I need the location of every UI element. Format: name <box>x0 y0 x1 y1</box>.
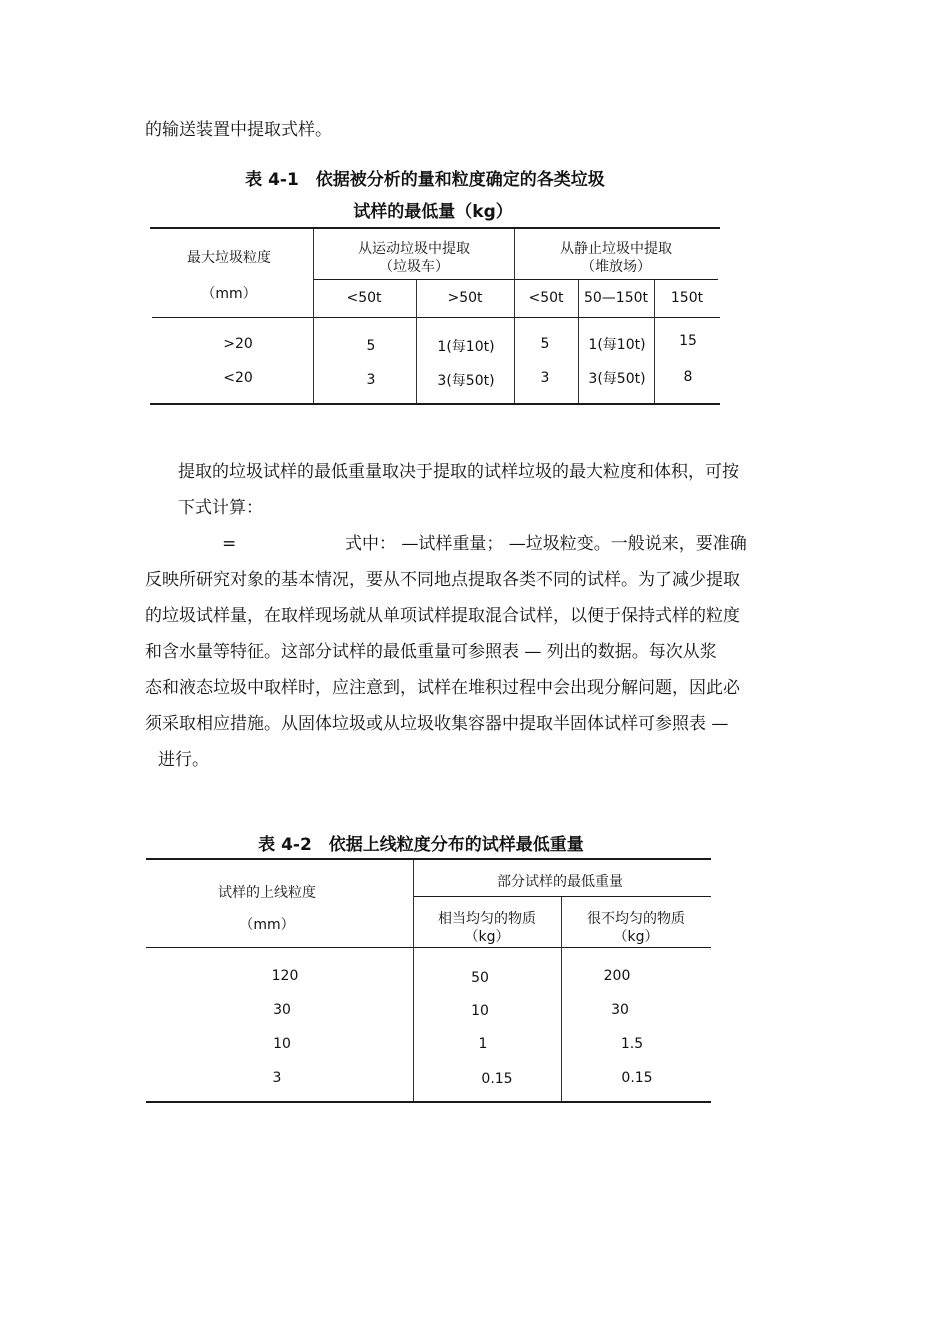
table1-cell: 5 <box>540 336 550 352</box>
table2-bottom-rule <box>146 1101 711 1103</box>
para-line: 式中： —试样重量； —垃圾粒变。一般说来，要准确 <box>345 534 747 554</box>
table1-cell: 8 <box>683 369 693 385</box>
table1-col-divider <box>654 280 655 403</box>
table2-sub-nonuniform: 很不均匀的物质 <box>587 911 685 927</box>
table2-cell: 50 <box>471 970 489 986</box>
table1-group-moving: 从运动垃圾中提取 <box>358 241 470 257</box>
table1-cell-size: <20 <box>223 370 253 386</box>
table2-sub-uniform-unit: （kg） <box>464 929 510 945</box>
table2-group-head: 部分试样的最低重量 <box>497 874 623 890</box>
para-line: 态和液态垃圾中取样时，应注意到，试样在堆积过程中会出现分解问题，因此必 <box>145 678 740 698</box>
table2-group-rule <box>413 896 711 897</box>
table1-cell: 3 <box>366 372 376 388</box>
table2-cell-size: 10 <box>273 1036 291 1052</box>
table2-cell-size: 30 <box>273 1002 291 1018</box>
table1-header-rule <box>152 317 720 318</box>
table2-cell: 200 <box>603 968 631 984</box>
table1-cell: 3 <box>540 370 550 386</box>
table1-cell: 1(每10t) <box>437 339 495 355</box>
table2-cell: 30 <box>611 1002 629 1018</box>
para-line: 提取的垃圾试样的最低重量取决于提取的试样垃圾的最大粒度和体积，可按 <box>178 462 739 482</box>
table1-sub-static-50-150: 50—150t <box>583 290 649 306</box>
table1-sub-moving-gt50: >50t <box>447 290 483 306</box>
para-line: 下式计算： <box>178 498 263 518</box>
para-line: 的垃圾试样量，在取样现场就从单项试样提取混合试样，以便于保持式样的粒度 <box>145 606 740 626</box>
table1-col-divider <box>578 280 579 403</box>
table2-cell: 10 <box>471 1003 489 1019</box>
table1-col-divider <box>313 229 314 403</box>
table1-caption-line2: 试样的最低量（kg） <box>353 202 513 222</box>
table2-col-divider <box>561 897 562 1101</box>
table2-cell: 0.15 <box>481 1071 513 1087</box>
table1-group-moving-sub: （垃圾车） <box>379 259 449 275</box>
table1-cell: 3(每50t) <box>437 373 495 389</box>
table2-col-divider <box>413 860 414 1101</box>
table2-cell-size: 120 <box>271 968 299 984</box>
table2-cell-size: 3 <box>272 1070 282 1086</box>
table2-caption: 表 4-2 依据上线粒度分布的试样最低重量 <box>258 835 584 855</box>
table1-cell-size: >20 <box>223 336 253 352</box>
table1-sub-static-lt50: <50t <box>528 290 564 306</box>
table1-cell: 5 <box>366 338 376 354</box>
para-line: 须采取相应措施。从固体垃圾或从垃圾收集容器中提取半固体试样可参照表 — <box>145 714 729 734</box>
para-line: 反映所研究对象的基本情况，要从不同地点提取各类不同的试样。为了减少提取 <box>145 570 740 590</box>
table1-caption-line1: 表 4-1 依据被分析的量和粒度确定的各类垃圾 <box>245 170 605 190</box>
table1-bottom-rule <box>150 403 720 405</box>
table1-sub-static-150: 150t <box>670 290 704 306</box>
table1-col-divider <box>416 280 417 403</box>
table1-cell: 1(每10t) <box>588 337 646 353</box>
intro-line: 的输送装置中提取式样。 <box>145 120 332 140</box>
table1-group-rule <box>313 279 718 280</box>
table1-cell: 15 <box>679 333 697 349</box>
table2-top-rule <box>146 858 711 860</box>
table2-sub-nonuniform-unit: （kg） <box>613 929 659 945</box>
table2-cell: 1.5 <box>620 1036 644 1052</box>
table1-col-divider <box>514 229 515 403</box>
table1-cell: 3(每50t) <box>588 371 646 387</box>
table1-head-size: 最大垃圾粒度 <box>187 250 271 266</box>
table1-top-rule <box>150 227 720 229</box>
table2-sub-uniform: 相当均匀的物质 <box>438 911 536 927</box>
para-line: 和含水量等特征。这部分试样的最低重量可参照表 — 列出的数据。每次从浆 <box>145 642 717 662</box>
table1-head-size-unit: （mm） <box>201 286 257 302</box>
para-line: 进行。 <box>158 750 209 770</box>
equation-equals: = <box>222 534 237 554</box>
table1-group-static-sub: （堆放场） <box>581 259 651 275</box>
table2-head-size-unit: （mm） <box>239 917 295 933</box>
table1-sub-moving-lt50: <50t <box>346 290 382 306</box>
table2-head-size: 试样的上线粒度 <box>218 885 316 901</box>
table2-cell: 0.15 <box>621 1070 653 1086</box>
table1-group-static: 从静止垃圾中提取 <box>560 241 672 257</box>
table2-cell: 1 <box>478 1036 488 1052</box>
table2-header-rule <box>146 947 711 948</box>
